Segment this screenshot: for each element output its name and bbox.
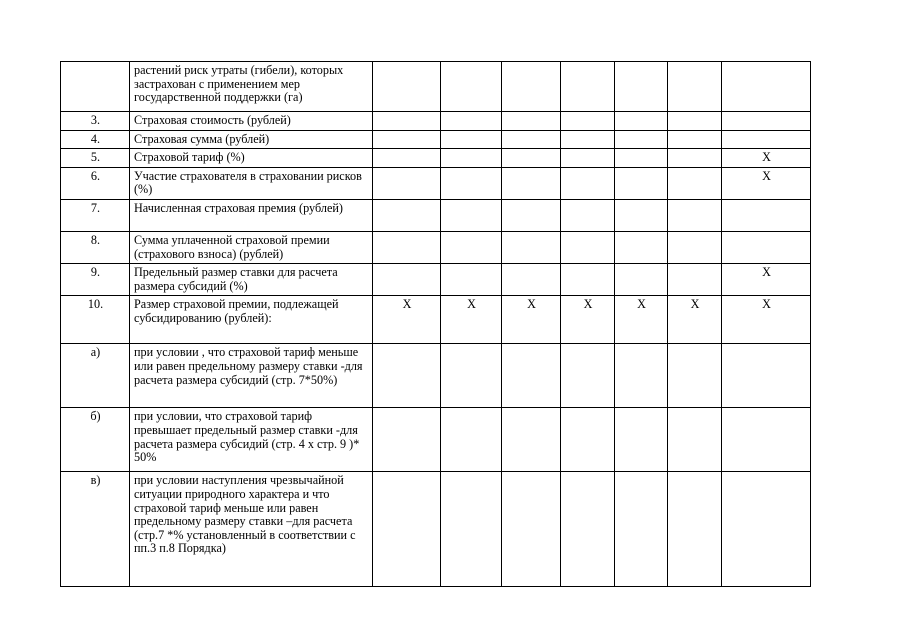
value-cell [502, 408, 561, 472]
value-cell [502, 472, 561, 587]
value-cell [561, 149, 615, 168]
row-description: Предельный размер ставки для расчета размера субсидий (%) [130, 264, 373, 296]
row-description: Участие страхователя в страховании рисков (%) [130, 167, 373, 199]
value-cell [615, 344, 668, 408]
value-cell [561, 199, 615, 231]
value-cell [373, 231, 441, 263]
value-cell: Х [722, 296, 811, 344]
row-number: 5. [61, 149, 130, 168]
value-cell [373, 199, 441, 231]
value-cell [722, 62, 811, 112]
value-cell [373, 149, 441, 168]
value-cell [722, 472, 811, 587]
value-cell [502, 264, 561, 296]
value-cell [668, 62, 722, 112]
value-cell [722, 408, 811, 472]
value-cell [441, 149, 502, 168]
value-cell [561, 130, 615, 149]
row-number [61, 62, 130, 112]
value-cell [722, 112, 811, 131]
value-cell [561, 167, 615, 199]
value-cell [373, 167, 441, 199]
value-cell [502, 112, 561, 131]
table-row [61, 296, 811, 344]
row-number: в) [61, 472, 130, 587]
table-row [61, 264, 811, 296]
value-cell [373, 112, 441, 131]
row-description: Страховая стоимость (рублей) [130, 112, 373, 131]
value-cell [373, 264, 441, 296]
value-cell: Х [502, 296, 561, 344]
value-cell [561, 62, 615, 112]
value-cell [441, 130, 502, 149]
row-number: 8. [61, 231, 130, 263]
value-cell [668, 112, 722, 131]
value-cell: Х [441, 296, 502, 344]
value-cell [502, 199, 561, 231]
value-cell [441, 199, 502, 231]
value-cell [502, 231, 561, 263]
value-cell [668, 149, 722, 168]
value-cell [615, 231, 668, 263]
value-cell [502, 167, 561, 199]
value-cell [668, 231, 722, 263]
value-cell [615, 264, 668, 296]
value-cell [373, 344, 441, 408]
value-cell: Х [722, 149, 811, 168]
value-cell [441, 472, 502, 587]
row-number: 9. [61, 264, 130, 296]
value-cell [502, 62, 561, 112]
table-row [61, 199, 811, 231]
value-cell [441, 167, 502, 199]
value-cell: Х [561, 296, 615, 344]
value-cell [502, 149, 561, 168]
value-cell [668, 130, 722, 149]
table-row [61, 472, 811, 587]
value-cell [668, 167, 722, 199]
value-cell [668, 472, 722, 587]
value-cell [373, 130, 441, 149]
row-number: 6. [61, 167, 130, 199]
row-description: при условии, что страховой тариф превышает предельный размер ставки -для расчета размера субсидий (стр. 4 х стр. 9 )* 50% [130, 408, 373, 472]
value-cell [441, 62, 502, 112]
value-cell [561, 344, 615, 408]
table-row [61, 167, 811, 199]
table-row [61, 130, 811, 149]
row-description: Начисленная страховая премия (рублей) [130, 199, 373, 231]
value-cell [668, 199, 722, 231]
value-cell [373, 472, 441, 587]
row-description: при условии , что страховой тариф меньше или равен предельному размеру ставки -для расчета размера субсидий (стр. 7*50%) [130, 344, 373, 408]
row-number: 10. [61, 296, 130, 344]
table-row [61, 62, 811, 112]
value-cell [502, 130, 561, 149]
value-cell [615, 130, 668, 149]
value-cell: Х [615, 296, 668, 344]
value-cell: Х [722, 264, 811, 296]
row-description: при условии наступления чрезвычайной ситуации природного характера и что страховой тариф меньше или равен предельному размеру ставки –для расчета (стр.7 *% установленный в соответствии с пп.3 п.8 Порядка) [130, 472, 373, 587]
value-cell [441, 112, 502, 131]
row-number: 4. [61, 130, 130, 149]
value-cell [615, 167, 668, 199]
value-cell [615, 199, 668, 231]
row-number: а) [61, 344, 130, 408]
value-cell [722, 199, 811, 231]
table-row [61, 149, 811, 168]
value-cell [615, 62, 668, 112]
value-cell [615, 408, 668, 472]
row-number: 3. [61, 112, 130, 131]
row-number: б) [61, 408, 130, 472]
value-cell [373, 62, 441, 112]
value-cell [441, 231, 502, 263]
value-cell [615, 112, 668, 131]
row-description: Сумма уплаченной страховой премии (страхового взноса) (рублей) [130, 231, 373, 263]
value-cell [668, 344, 722, 408]
value-cell [668, 264, 722, 296]
value-cell [502, 344, 561, 408]
value-cell: Х [668, 296, 722, 344]
value-cell [561, 472, 615, 587]
value-cell [561, 408, 615, 472]
value-cell [668, 408, 722, 472]
value-cell [561, 264, 615, 296]
row-description: Страховая сумма (рублей) [130, 130, 373, 149]
row-number: 7. [61, 199, 130, 231]
value-cell: Х [373, 296, 441, 344]
value-cell [373, 408, 441, 472]
value-cell [561, 112, 615, 131]
value-cell [441, 264, 502, 296]
table-row [61, 231, 811, 263]
row-description: Размер страховой премии, подлежащей субсидированию (рублей): [130, 296, 373, 344]
table-row [61, 112, 811, 131]
table-row [61, 344, 811, 408]
value-cell [722, 130, 811, 149]
value-cell: Х [722, 167, 811, 199]
value-cell [561, 231, 615, 263]
row-description: Страховой тариф (%) [130, 149, 373, 168]
row-description: растений риск утраты (гибели), которых застрахован с применением мер государственной поддержки (га) [130, 62, 373, 112]
table-row [61, 408, 811, 472]
value-cell [615, 149, 668, 168]
value-cell [615, 472, 668, 587]
value-cell [441, 344, 502, 408]
value-cell [722, 344, 811, 408]
value-cell [441, 408, 502, 472]
value-cell [722, 231, 811, 263]
subsidy-form-table [60, 61, 811, 587]
